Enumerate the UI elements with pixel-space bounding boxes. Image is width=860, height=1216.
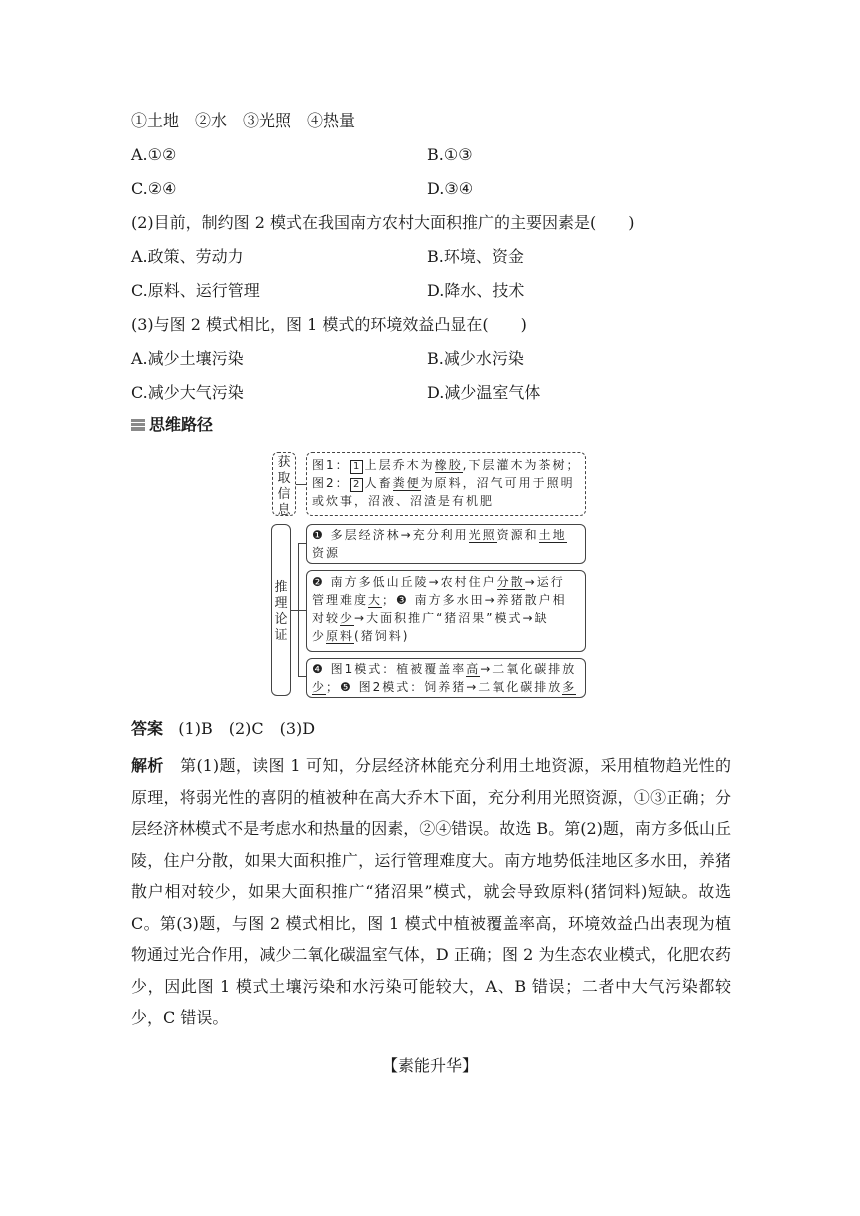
q1-items: ①土地 ②水 ③光照 ④热量 — [131, 111, 356, 130]
q1-option-a[interactable]: A.①② — [131, 145, 177, 164]
q1-option-d[interactable]: D.③④ — [427, 179, 474, 198]
q2-option-d[interactable]: D.降水、技术 — [427, 281, 525, 300]
q3-option-c[interactable]: C.减少大气污染 — [131, 383, 244, 402]
q3-option-b[interactable]: B.减少水污染 — [427, 349, 524, 368]
answer-text: (1)B (2)C (3)D — [178, 719, 316, 738]
q2-option-c[interactable]: C.原料、运行管理 — [131, 281, 260, 300]
q2-option-a[interactable]: A.政策、劳动力 — [131, 247, 244, 266]
section-footer-title: 【素能升华】 — [381, 1056, 478, 1075]
section-title: 思维路径 — [149, 415, 214, 434]
q1-option-c[interactable]: C.②④ — [131, 179, 177, 198]
connector-line — [298, 676, 306, 677]
q3-option-d[interactable]: D.减少温室气体 — [427, 383, 541, 402]
analysis-label: 解析 — [131, 756, 164, 775]
label-reasoning: 推理论证 — [271, 524, 291, 696]
label-get-info: 获取信息 — [272, 452, 296, 516]
answer-line — [131, 718, 315, 740]
section-bars-icon — [131, 419, 145, 431]
q2-stem: (2)目前，制约图 2 模式在我国南方农村大面积推广的主要因素是( ) — [131, 213, 635, 232]
q3-option-a[interactable]: A.减少土壤污染 — [131, 349, 244, 368]
connector-line — [296, 484, 306, 485]
analysis-text: 第(1)题，读图 1 可知，分层经济林能充分利用土地资源，采用植物趋光性的原理，将弱光性的喜阴的植被种在高大乔木下面，充分利用光照资源，①③正确；分层经济林模式不是考虑水和热量的因素，②④错误。故选 B。第(2)题，南方多低山丘陵，住户分散，如果大面积推广，运行管理难度大。南方地势低洼地区多水田，养猪散户相对较少，如果大面积推广“猪沼果”模式，就会导致原料(猪饲料)短缺。故选 C。第(3)题，与图 2 模式相比，图 1 模式中植被覆盖率高，环境效益凸出表现为植物通过光合作用，减少二氧化碳温室气体，D 正确；图 2 为生态农业模式，化肥农药少，因此图 1 模式土壤污染和水污染可能较大，A、B 错误；二者中大气污染都较少，C 错误。 — [131, 756, 731, 1027]
answer-label: 答案 — [131, 719, 164, 738]
reason-box-1-text: ❶ 多层经济林→充分利用光照资源和土地 资源 — [312, 528, 567, 560]
section-header — [131, 414, 213, 436]
q2-option-b[interactable]: B.环境、资金 — [427, 247, 524, 266]
q1-option-b[interactable]: B.①③ — [427, 145, 473, 164]
q3-stem: (3)与图 2 模式相比，图 1 模式的环境效益凸显在( ) — [131, 315, 527, 334]
connector-line — [298, 610, 306, 611]
connector-line — [298, 543, 306, 544]
analysis-paragraph — [131, 750, 731, 1034]
reason-box-3-text: ❹ 图1模式：植被覆盖率高→二氧化碳排放 少；❺ 图2模式：饲养猪→二氧化碳排放多 — [312, 662, 577, 694]
reason-box-2-text: ❷ 南方多低山丘陵→农村住户分散→运行 管理难度大；❸ 南方多水田→养猪散户相 对较少→大面积推广“猪沼果”模式→缺 少原料(猪饲料) — [312, 575, 567, 643]
info-box-text: 图1： 1 上层乔木为橡胶,下层灌木为茶树； 图2： 2 人畜粪便为原料，沼气可用于照明 或炊事，沼液、沼渣是有机肥 — [312, 458, 581, 508]
connector-line — [291, 610, 298, 611]
